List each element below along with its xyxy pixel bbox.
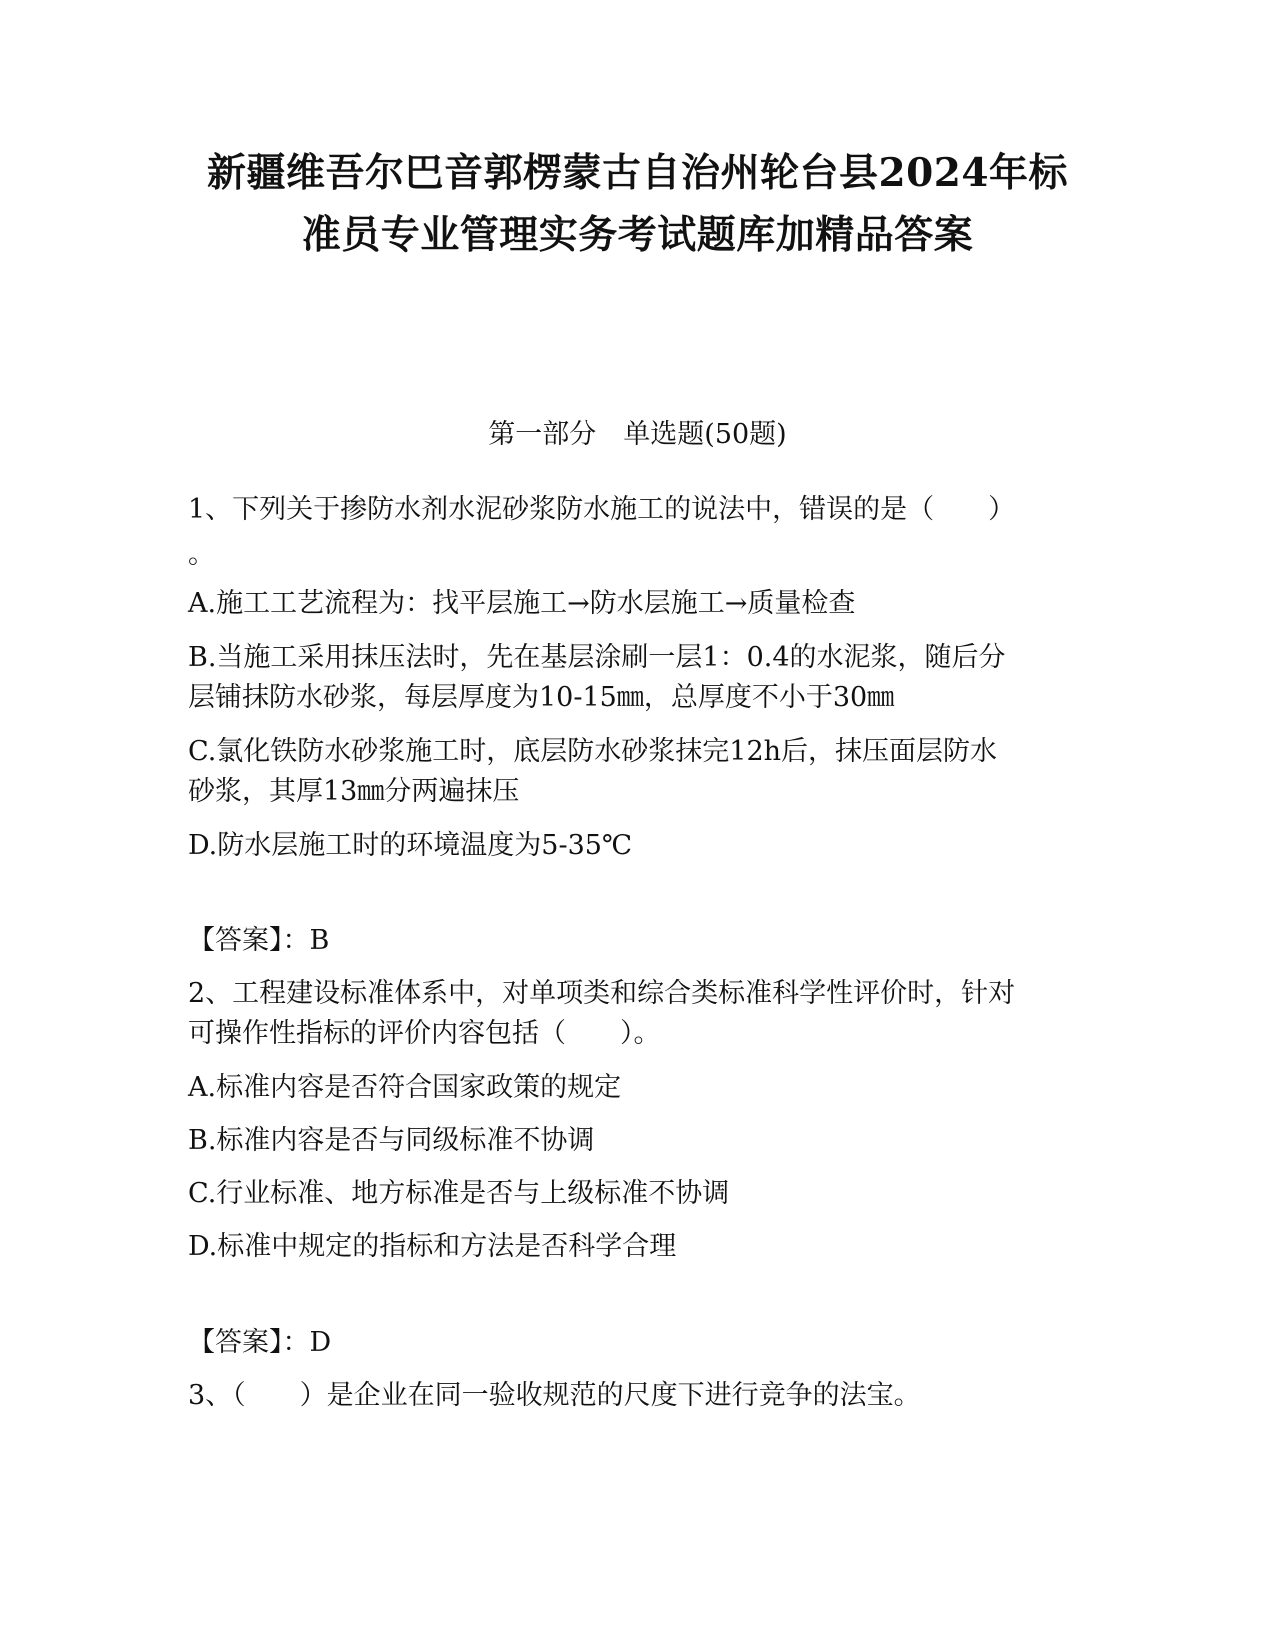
question-1-option-a: A.施工工艺流程为：找平层施工→防水层施工→质量检查 — [188, 588, 856, 619]
document-title-line-2: 准员专业管理实务考试题库加精品答案 — [301, 212, 974, 258]
question-1-option-c-line-2: 砂浆，其厚13㎜分两遍抹压 — [188, 776, 520, 807]
question-2-option-c: C.行业标准、地方标准是否与上级标准不协调 — [188, 1178, 730, 1209]
question-1-stem-line-2: 。 — [188, 539, 215, 570]
question-2-option-d: D.标准中规定的指标和方法是否科学合理 — [188, 1231, 677, 1262]
question-1-option-b-line-2: 层铺抹防水砂浆，每层厚度为10-15㎜，总厚度不小于30㎜ — [188, 682, 895, 713]
question-2-stem-line-2: 可操作性指标的评价内容包括（ ）。 — [188, 1018, 661, 1049]
document-title — [150, 142, 1125, 266]
question-2-option-a: A.标准内容是否符合国家政策的规定 — [188, 1072, 622, 1103]
question-3-stem-line-1: 3、（ ）是企业在同一验收规范的尺度下进行竞争的法宝。 — [188, 1380, 921, 1411]
section-heading: 第一部分 单选题(50题) — [488, 419, 787, 450]
document-title-line-1: 新疆维吾尔巴音郭楞蒙古自治州轮台县2024年标 — [206, 150, 1069, 196]
question-2-stem-line-1: 2、工程建设标准体系中，对单项类和综合类标准科学性评价时，针对 — [188, 978, 1016, 1009]
question-1-stem-line-1: 1、下列关于掺防水剂水泥砂浆防水施工的说法中，错误的是（ ） — [188, 494, 1016, 525]
question-2-answer: 【答案】：D — [188, 1327, 332, 1358]
question-2-option-b: B.标准内容是否与同级标准不协调 — [188, 1125, 595, 1156]
question-1-option-c-line-1: C.氯化铁防水砂浆施工时，底层防水砂浆抹完12h后，抹压面层防水 — [188, 736, 998, 767]
question-1-answer: 【答案】：B — [188, 925, 330, 956]
question-1-option-d: D.防水层施工时的环境温度为5-35℃ — [188, 830, 633, 861]
question-1-option-b-line-1: B.当施工采用抹压法时，先在基层涂刷一层1：0.4的水泥浆，随后分 — [188, 642, 1006, 673]
